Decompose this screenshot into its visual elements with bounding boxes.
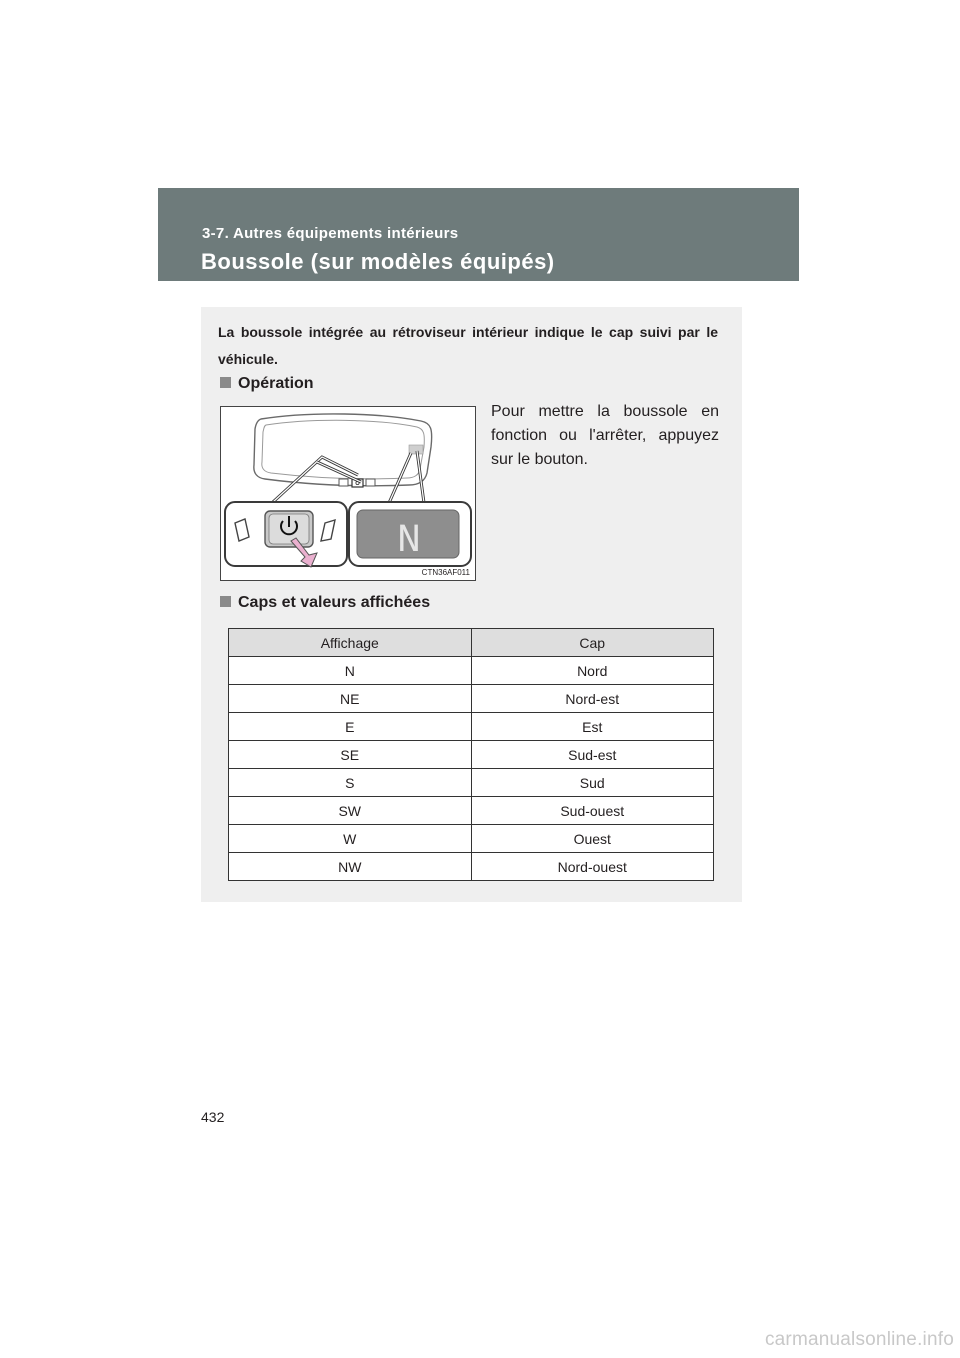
cell-heading: Nord-est: [471, 685, 714, 713]
operation-text: Pour mettre la boussole en fonction ou l'arrêter, appuyez sur le bouton.: [491, 403, 719, 468]
table-row: [229, 769, 714, 797]
cell-display: N: [229, 657, 472, 685]
cell-heading: Sud-ouest: [471, 797, 714, 825]
table-row: [229, 685, 714, 713]
cell-display: W: [229, 825, 472, 853]
page-number: 432: [201, 1109, 225, 1125]
caps-table: [228, 628, 714, 881]
cell-heading: Est: [471, 713, 714, 741]
intro-text: La boussole intégrée au rétroviseur intérieur indique le cap suivi par le véhicule.: [218, 324, 718, 367]
compass-display-icon: [357, 510, 459, 564]
table-row: [229, 657, 714, 685]
table-row: [229, 741, 714, 769]
cell-heading: Nord: [471, 657, 714, 685]
section-label: 3-7. Autres équipements intérieurs: [202, 225, 459, 242]
cell-display: S: [229, 769, 472, 797]
cell-display: SE: [229, 741, 472, 769]
figure-code: CTN36AF011: [421, 568, 470, 577]
cell-display: NW: [229, 853, 472, 881]
bullet-square-icon: [220, 377, 231, 388]
watermark-link[interactable]: carmanualsonline.info: [764, 1329, 954, 1350]
page-title: Boussole (sur modèles équipés): [201, 249, 555, 274]
cell-display: NE: [229, 685, 472, 713]
cell-heading: Ouest: [471, 825, 714, 853]
table-row: [229, 797, 714, 825]
compass-letter: N: [397, 519, 422, 564]
cell-heading: Sud: [471, 769, 714, 797]
operation-heading-label: Opération: [238, 375, 314, 392]
mirror-figure: [220, 406, 476, 581]
cell-display: E: [229, 713, 472, 741]
cell-heading: Sud-est: [471, 741, 714, 769]
cell-display: SW: [229, 797, 472, 825]
table-row: [229, 713, 714, 741]
operation-heading: [220, 375, 314, 393]
column-header-heading: Cap: [471, 629, 714, 657]
chapter-header: [158, 188, 799, 281]
column-header-display: Affichage: [229, 629, 472, 657]
mirror-icon: [221, 407, 475, 580]
bullet-square-icon: [220, 596, 231, 607]
table-row: [229, 825, 714, 853]
table-row: [229, 853, 714, 881]
table-header-row: [229, 629, 714, 657]
caps-heading: [220, 594, 430, 612]
cell-heading: Nord-ouest: [471, 853, 714, 881]
caps-heading-label: Caps et valeurs affichées: [238, 594, 431, 611]
